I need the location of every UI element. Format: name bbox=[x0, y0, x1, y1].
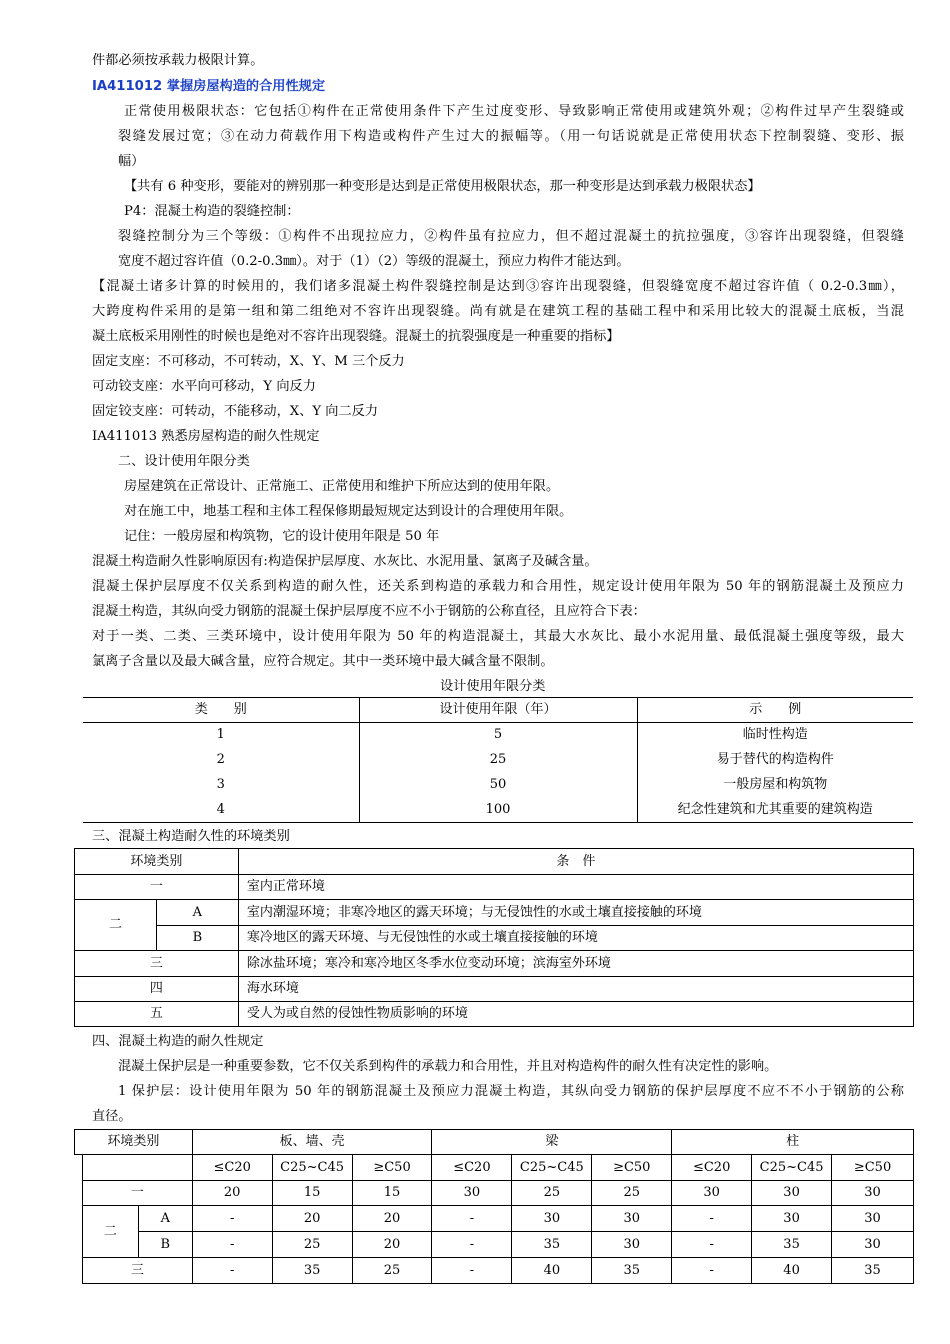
environment-class-table bbox=[74, 848, 914, 1027]
table-cell: 25 bbox=[512, 1181, 592, 1206]
table-subheader: C25~C45 bbox=[512, 1155, 592, 1181]
table-cell: 40 bbox=[512, 1258, 592, 1284]
table-cell: 二 bbox=[75, 900, 157, 951]
table-cell: 室内潮湿环境；非寒冷地区的露天环境；与无侵蚀性的水或土壤直接接触的环境 bbox=[238, 900, 913, 926]
paragraph: 凝土底板采用刚性的时候也是绝对不容许出现裂缝。混凝土的抗裂强度是一种重要的指标】 bbox=[92, 329, 620, 344]
table-header: 环境类别 bbox=[75, 1130, 193, 1155]
table-cell: 三 bbox=[82, 1258, 192, 1284]
table-cell: 30 bbox=[832, 1232, 914, 1258]
table-cell: 20 bbox=[352, 1206, 432, 1232]
table-cell: 二 bbox=[82, 1206, 138, 1258]
paragraph: 氯离子含量以及最大碱含量，应符合规定。其中一类环境中最大碱含量不限制。 bbox=[92, 654, 554, 669]
table-cell: A bbox=[138, 1206, 192, 1232]
table-cell: 30 bbox=[592, 1232, 672, 1258]
table-cell: 20 bbox=[352, 1232, 432, 1258]
paragraph: 裂缝发展过宽；③在动力荷载作用下构造或构件产生过大的振幅等。（用一句话说就是正常使用状态下控制裂缝、变形、振 bbox=[118, 129, 904, 144]
table-cell: 25 bbox=[359, 748, 637, 773]
table-cell: 三 bbox=[75, 951, 239, 977]
table-cell: 30 bbox=[752, 1206, 832, 1232]
table-cell: 30 bbox=[832, 1206, 914, 1232]
table-header: 条 件 bbox=[238, 849, 913, 875]
table-cell: 4 bbox=[83, 798, 359, 823]
paragraph: 直径。 bbox=[92, 1109, 132, 1124]
table-cell: 四 bbox=[75, 977, 239, 1002]
table-subheader: ≤C20 bbox=[432, 1155, 512, 1181]
table-cell: - bbox=[672, 1232, 752, 1258]
paragraph: 四、混凝土构造的耐久性规定 bbox=[92, 1034, 264, 1049]
table-subheader: C25~C45 bbox=[272, 1155, 352, 1181]
paragraph: 裂缝控制分为三个等级：①构件不出现拉应力，②构件虽有拉应力，但不超过混凝土的抗拉强度，③容许出现裂缝，但裂缝 bbox=[118, 229, 904, 244]
paragraph: 1 保护层：设计使用年限为 50 年的钢筋混凝土及预应力混凝土构造，其纵向受力钢筋的保护层厚度不应不不小于钢筋的公称 bbox=[118, 1084, 904, 1099]
paragraph: 幅） bbox=[118, 154, 145, 169]
table-cell: - bbox=[672, 1206, 752, 1232]
table-cell: 海水环境 bbox=[238, 977, 913, 1002]
paragraph: 大跨度构件采用的是第一组和第二组绝对不容许出现裂缝。尚有就是在建筑工程的基础工程中和采用比较大的混凝土底板，当混 bbox=[92, 304, 904, 319]
table-header: 示 例 bbox=[637, 698, 913, 723]
paragraph: 混凝土构造耐久性影响原因有:构造保护层厚度、水灰比、水泥用量、氯离子及碱含量。 bbox=[92, 554, 598, 569]
section-heading: IA411012 掌握房屋构造的合用性规定 bbox=[92, 79, 326, 94]
table-cell: 30 bbox=[432, 1181, 512, 1206]
table-title: 设计使用年限分类 bbox=[440, 679, 546, 694]
table-cell: 20 bbox=[272, 1206, 352, 1232]
cover-thickness-table bbox=[74, 1129, 914, 1284]
table-cell: - bbox=[672, 1258, 752, 1284]
paragraph: P4：混凝土构造的裂缝控制： bbox=[124, 204, 300, 219]
table-cell: 25 bbox=[272, 1232, 352, 1258]
table-cell: - bbox=[432, 1206, 512, 1232]
paragraph: 三、混凝土构造耐久性的环境类别 bbox=[92, 829, 290, 844]
table-cell: 30 bbox=[752, 1181, 832, 1206]
table-subheader: ≥C50 bbox=[592, 1155, 672, 1181]
table-cell: 3 bbox=[216, 777, 225, 792]
table-cell: 五 bbox=[75, 1002, 239, 1027]
table-cell: 20 bbox=[192, 1181, 272, 1206]
paragraph: 二、设计使用年限分类 bbox=[118, 454, 250, 469]
table-cell: 50 bbox=[359, 773, 637, 798]
paragraph: 【共有 6 种变形，要能对的辨别那一种变形是达到是正常使用极限状态，那一种变形是达到承载力极限状态】 bbox=[124, 179, 761, 194]
table-cell: 一般房屋和构筑物 bbox=[637, 773, 913, 798]
table-cell: 35 bbox=[832, 1258, 914, 1284]
table-header: 板、墙、壳 bbox=[192, 1130, 432, 1155]
table-cell: 35 bbox=[752, 1232, 832, 1258]
table-cell: - bbox=[192, 1206, 272, 1232]
paragraph: 可动铰支座：水平向可移动，Y 向反力 bbox=[92, 379, 316, 394]
table-cell: 2 bbox=[216, 752, 225, 767]
table-cell: 一 bbox=[75, 875, 239, 900]
paragraph: 混凝土保护层是一种重要参数，它不仅关系到构件的承载力和合用性，并且对构造构件的耐久性有决定性的影响。 bbox=[118, 1059, 778, 1074]
table-cell: 30 bbox=[832, 1181, 914, 1206]
table-header: 柱 bbox=[672, 1130, 914, 1155]
table-header: 梁 bbox=[432, 1130, 672, 1155]
table-cell: 30 bbox=[672, 1181, 752, 1206]
table-cell: 受人为或自然的侵蚀性物质影响的环境 bbox=[238, 1002, 913, 1027]
table-cell: 纪念性建筑和尤其重要的建筑构造 bbox=[637, 798, 913, 823]
paragraph: 固定支座：不可移动，不可转动，X、Y、M 三个反力 bbox=[92, 354, 405, 369]
table-cell: 15 bbox=[272, 1181, 352, 1206]
table-cell: 临时性构造 bbox=[637, 723, 913, 748]
paragraph: 房屋建筑在正常设计、正常施工、正常使用和维护下所应达到的使用年限。 bbox=[124, 479, 560, 494]
paragraph: 【混凝土诸多计算的时候用的，我们诸多混凝土构件裂缝控制是达到③容许出现裂缝，但裂缝宽度不超过容许值（ 0.2-0.3㎜）， bbox=[92, 279, 904, 294]
table-subheader: ≥C50 bbox=[352, 1155, 432, 1181]
table-cell: 35 bbox=[592, 1258, 672, 1284]
section-heading: IA411013 熟悉房屋构造的耐久性规定 bbox=[92, 429, 320, 444]
table-cell: A bbox=[156, 900, 238, 926]
table-cell: 40 bbox=[752, 1258, 832, 1284]
service-life-table bbox=[83, 697, 913, 823]
table-cell: 5 bbox=[359, 723, 637, 748]
table-cell: 25 bbox=[352, 1258, 432, 1284]
paragraph: 固定铰支座：可转动，不能移动，X、Y 向二反力 bbox=[92, 404, 379, 419]
table-cell: - bbox=[432, 1232, 512, 1258]
table-cell: 30 bbox=[592, 1206, 672, 1232]
table-cell: 35 bbox=[272, 1258, 352, 1284]
table-header: 类 别 bbox=[83, 698, 359, 723]
table-header: 环境类别 bbox=[75, 849, 239, 875]
paragraph: 件都必须按承载力极限计算。 bbox=[92, 53, 264, 68]
table-cell: 寒冷地区的露天环境、与无侵蚀性的水或土壤直接接触的环境 bbox=[238, 926, 913, 951]
table-cell: B bbox=[138, 1232, 192, 1258]
table-cell: 100 bbox=[359, 798, 637, 823]
paragraph: 正常使用极限状态：它包括①构件在正常使用条件下产生过度变形、导致影响正常使用或建筑外观；②构件过早产生裂缝或 bbox=[124, 104, 904, 119]
table-header: 设计使用年限（年） bbox=[359, 698, 637, 723]
table-cell: 除冰盐环境；寒冷和寒冷地区冬季水位变动环境；滨海室外环境 bbox=[238, 951, 913, 977]
table-cell: 35 bbox=[512, 1232, 592, 1258]
paragraph: 混凝土构造，其纵向受力钢筋的混凝土保护层厚度不应不小于钢筋的公称直径，且应符合下表： bbox=[92, 604, 646, 619]
table-cell: 25 bbox=[592, 1181, 672, 1206]
table-subheader: ≤C20 bbox=[672, 1155, 752, 1181]
table-cell: 室内正常环境 bbox=[238, 875, 913, 900]
paragraph: 记住：一般房屋和构筑物，它的设计使用年限是 50 年 bbox=[124, 529, 440, 544]
table-subheader: ≥C50 bbox=[832, 1155, 914, 1181]
table-cell: - bbox=[192, 1258, 272, 1284]
table-cell: 一 bbox=[82, 1181, 192, 1206]
table-cell: 易于替代的构造构件 bbox=[637, 748, 913, 773]
table-cell: 15 bbox=[352, 1181, 432, 1206]
table-cell: 30 bbox=[512, 1206, 592, 1232]
paragraph: 混凝土保护层厚度不仅关系到构造的耐久性，还关系到构造的承载力和合用性，规定设计使用年限为 50 年的钢筋混凝土及预应力 bbox=[92, 579, 904, 594]
paragraph: 宽度不超过容许值（0.2-0.3㎜）。对于（1）（2）等级的混凝土，预应力构件才能达到。 bbox=[118, 254, 630, 269]
table-cell: 1 bbox=[216, 727, 225, 743]
paragraph: 对在施工中，地基工程和主体工程保修期最短规定达到设计的合理使用年限。 bbox=[124, 504, 573, 519]
table-cell: B bbox=[156, 926, 238, 951]
table-subheader: ≤C20 bbox=[192, 1155, 272, 1181]
paragraph: 对于一类、二类、三类环境中，设计使用年限为 50 年的构造混凝土，其最大水灰比、最小水泥用量、最低混凝土强度等级，最大 bbox=[92, 629, 904, 644]
table-subheader: C25~C45 bbox=[752, 1155, 832, 1181]
table-cell: - bbox=[432, 1258, 512, 1284]
table-cell: - bbox=[192, 1232, 272, 1258]
